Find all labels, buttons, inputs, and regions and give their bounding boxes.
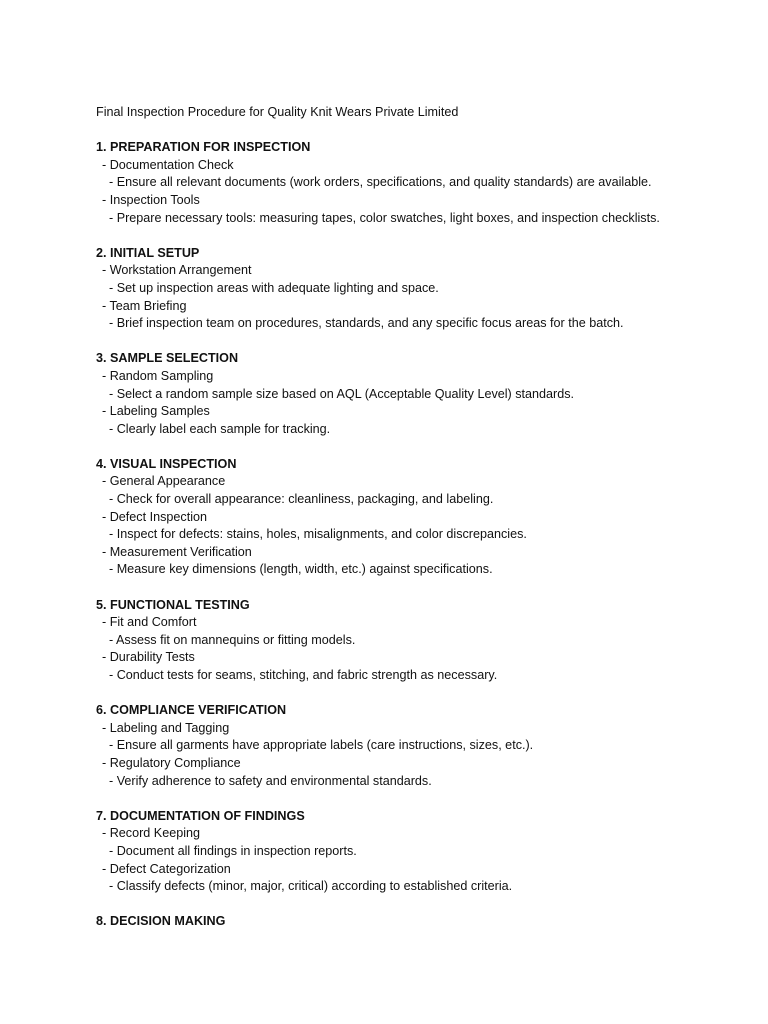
document-page	[96, 104, 736, 949]
list-item-detail: - Classify defects (minor, major, critical) according to established criteria.	[109, 879, 513, 894]
list-item-detail: - Brief inspection team on procedures, standards, and any specific focus areas for the batch.	[109, 316, 624, 331]
list-item-detail: - Conduct tests for seams, stitching, and fabric strength as necessary.	[109, 668, 498, 682]
list-item-detail: - Inspect for defects: stains, holes, misalignments, and color discrepancies.	[109, 527, 527, 542]
list-item-detail: - Document all findings in inspection reports.	[109, 843, 357, 858]
list-item-detail: - Assess fit on mannequins or fitting models.	[109, 632, 356, 647]
list-item-detail: - Ensure all garments have appropriate labels (care instructions, sizes, etc.).	[109, 738, 534, 753]
list-item: - Random Sampling	[102, 368, 214, 383]
section-preparation-for-inspection	[96, 139, 736, 227]
list-item-detail: - Verify adherence to safety and environmental standards.	[109, 773, 432, 788]
section-heading: 3. SAMPLE SELECTION	[96, 351, 239, 366]
section-sample-selection	[96, 350, 736, 438]
list-item: - Defect Categorization	[102, 861, 231, 876]
list-item-detail: - Measure key dimensions (length, width, etc.) against specifications.	[109, 562, 493, 577]
list-item: - Labeling Samples	[102, 404, 210, 419]
section-functional-testing	[96, 597, 736, 685]
section-documentation-of-findings	[96, 808, 736, 896]
list-item: - Labeling and Tagging	[102, 720, 230, 735]
section-visual-inspection	[96, 456, 736, 579]
list-item-detail: - Select a random sample size based on AQL (Acceptable Quality Level) standards.	[109, 386, 575, 401]
list-item: - Defect Inspection	[102, 509, 207, 524]
list-item-detail: - Check for overall appearance: cleanliness, packaging, and labeling.	[109, 492, 494, 507]
list-item-detail: - Ensure all relevant documents (work orders, specifications, and quality standards) are available.	[109, 175, 652, 190]
list-item: - Team Briefing	[102, 298, 187, 313]
section-heading: 2. INITIAL SETUP	[96, 245, 200, 260]
section-heading: 7. DOCUMENTATION OF FINDINGS	[96, 808, 305, 823]
list-item: - Measurement Verification	[102, 544, 252, 559]
list-item: - Durability Tests	[102, 650, 195, 665]
list-item-detail: - Prepare necessary tools: measuring tapes, color swatches, light boxes, and inspection checklists.	[109, 210, 660, 225]
list-item: - Inspection Tools	[102, 192, 200, 207]
list-item: - Fit and Comfort	[102, 615, 197, 630]
section-heading: 5. FUNCTIONAL TESTING	[96, 597, 250, 612]
list-item: - General Appearance	[102, 474, 226, 489]
section-decision-making	[96, 913, 736, 931]
document-title: Final Inspection Procedure for Quality Knit Wears Private Limited	[96, 105, 459, 119]
section-compliance-verification	[96, 702, 736, 790]
section-heading: 8. DECISION MAKING	[96, 914, 226, 929]
section-heading: 6. COMPLIANCE VERIFICATION	[96, 703, 287, 718]
section-heading: 1. PREPARATION FOR INSPECTION	[96, 140, 311, 155]
section-initial-setup	[96, 245, 736, 333]
list-item: - Record Keeping	[102, 826, 201, 841]
section-heading: 4. VISUAL INSPECTION	[96, 456, 237, 471]
list-item-detail: - Clearly label each sample for tracking.	[109, 421, 331, 436]
list-item: - Workstation Arrangement	[102, 263, 252, 278]
list-item: - Regulatory Compliance	[102, 755, 241, 770]
list-item: - Documentation Check	[102, 157, 234, 172]
list-item-detail: - Set up inspection areas with adequate lighting and space.	[109, 280, 439, 295]
